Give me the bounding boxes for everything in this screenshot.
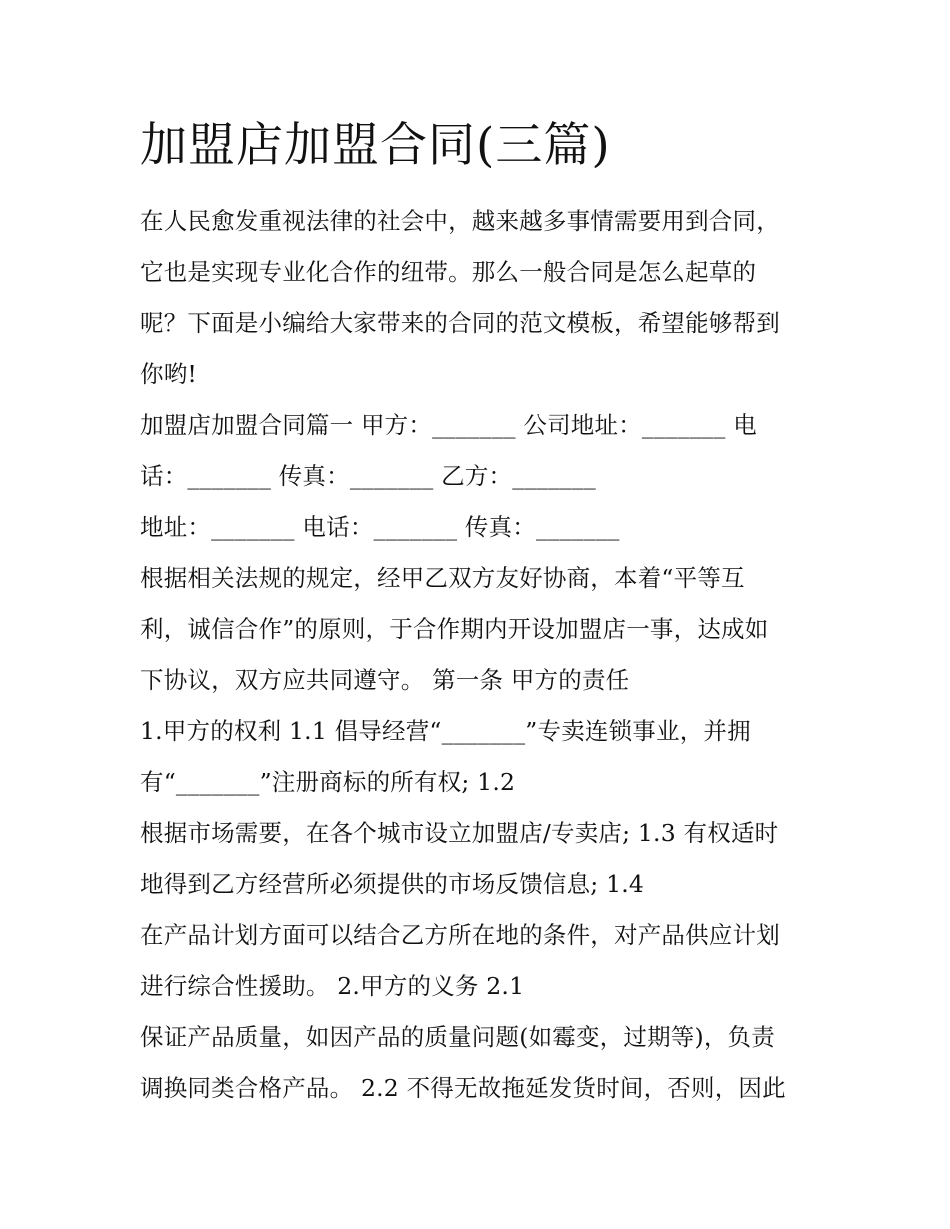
document-body bbox=[140, 196, 820, 1114]
body-line: 利，诚信合作”的原则，于合作期内开设加盟店一事，达成如 bbox=[140, 615, 769, 643]
body-line: 加盟店加盟合同篇一 甲方：_______ 公司地址：_______ 电 bbox=[140, 411, 757, 439]
body-line: 你哟! bbox=[140, 360, 198, 388]
body-line: 地得到乙方经营所必须提供的市场反馈信息; 1.4 bbox=[140, 870, 645, 898]
document-title: 加盟店加盟合同(三篇) bbox=[140, 118, 611, 173]
body-line: 话：_______ 传真：_______ 乙方：_______ bbox=[140, 462, 596, 490]
body-line: 呢？下面是小编给大家带来的合同的范文模板，希望能够帮到 bbox=[140, 309, 780, 337]
body-line: 保证产品质量，如因产品的质量问题(如霉变，过期等)，负责 bbox=[140, 1023, 775, 1051]
body-line: 在产品计划方面可以结合乙方所在地的条件，对产品供应计划 bbox=[140, 921, 780, 949]
body-line: 它也是实现专业化合作的纽带。那么一般合同是怎么起草的 bbox=[140, 258, 757, 286]
body-line: 根据市场需要，在各个城市设立加盟店/专卖店; 1.3 有权适时 bbox=[140, 819, 779, 847]
body-line: 有“_______”注册商标的所有权; 1.2 bbox=[140, 768, 516, 796]
body-line: 下协议，双方应共同遵守。 第一条 甲方的责任 bbox=[140, 666, 630, 694]
body-line: 调换同类合格产品。 2.2 不得无故拖延发货时间，否则，因此 bbox=[140, 1074, 786, 1102]
body-line: 地址：_______ 电话：_______ 传真：_______ bbox=[140, 513, 620, 541]
body-line: 1.甲方的权利 1.1 倡导经营“_______”专卖连锁事业，并拥 bbox=[140, 717, 751, 745]
body-line: 在人民愈发重视法律的社会中，越来越多事情需要用到合同， bbox=[140, 207, 780, 235]
body-line: 根据相关法规的规定，经甲乙双方友好协商，本着“平等互 bbox=[140, 564, 745, 592]
body-line: 进行综合性援助。 2.甲方的义务 2.1 bbox=[140, 972, 525, 1000]
